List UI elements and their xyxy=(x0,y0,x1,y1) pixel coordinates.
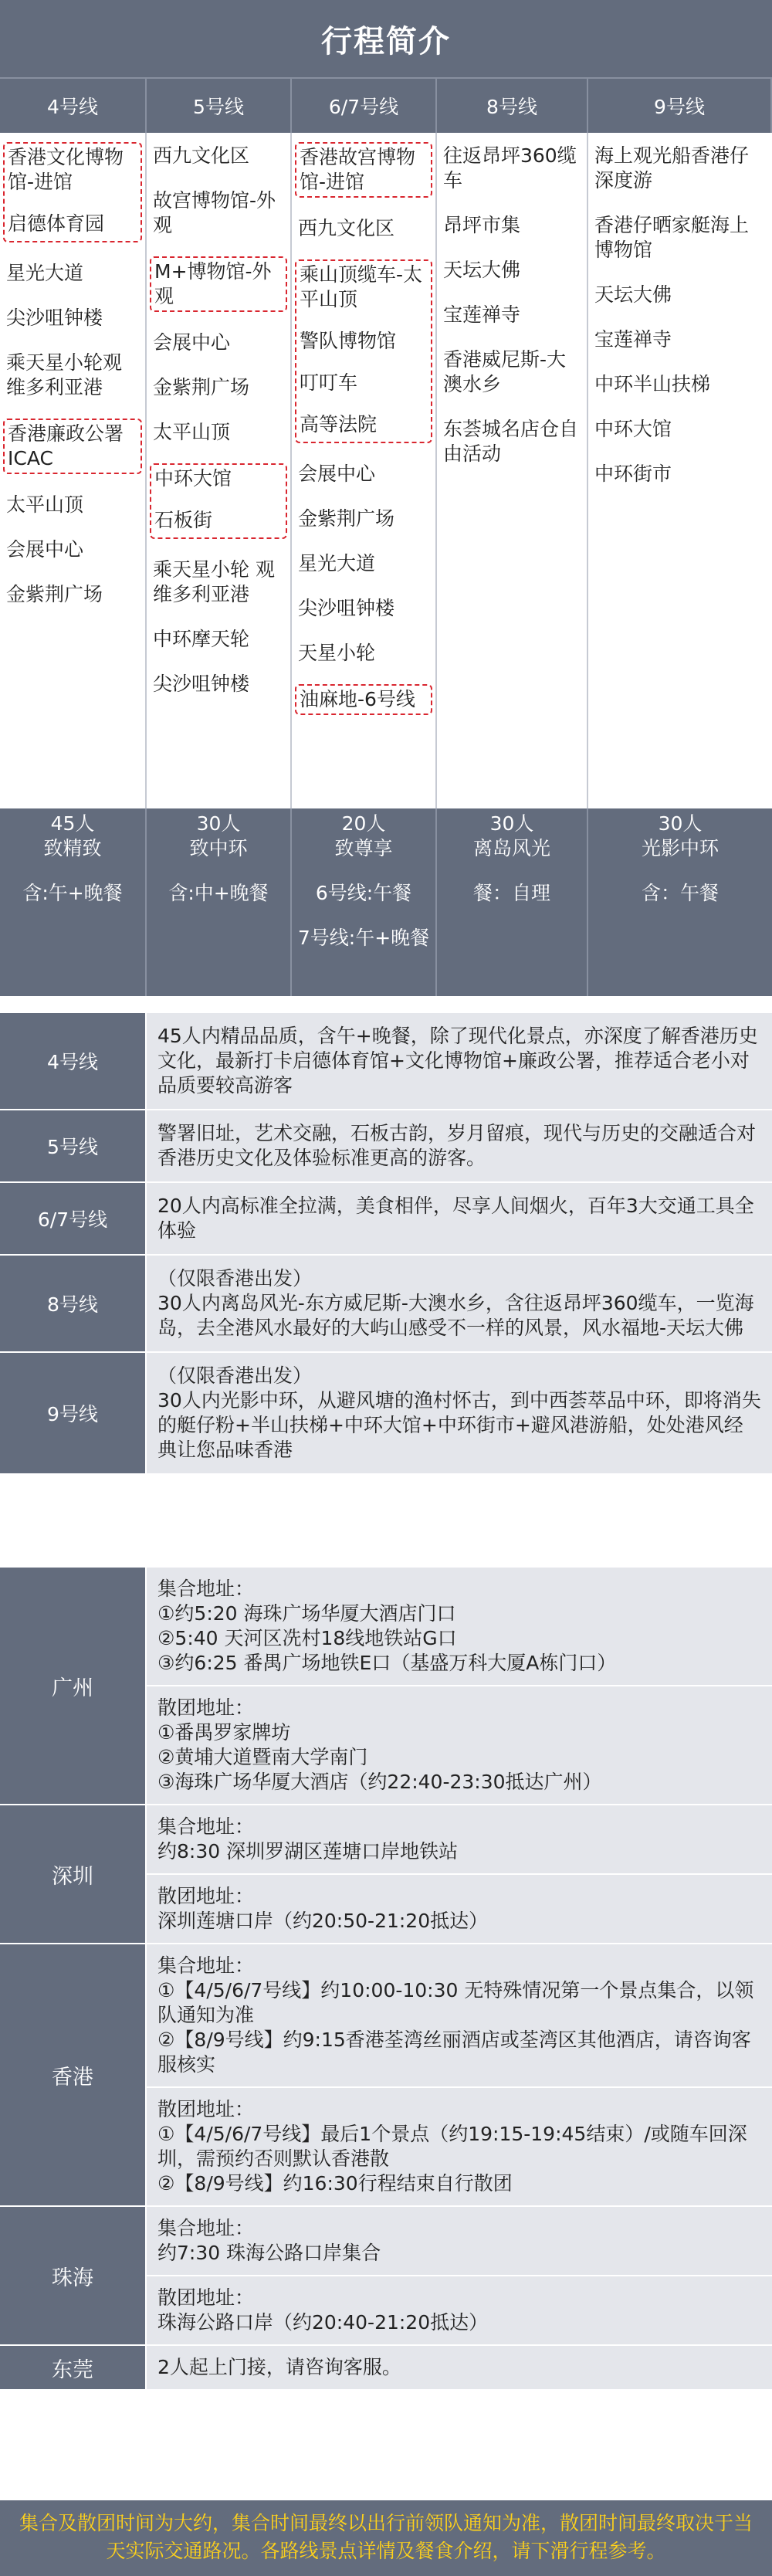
route-stop: 香港廉政公署ICAC xyxy=(3,419,142,474)
route-stop: 天坛大佛 xyxy=(594,283,672,306)
route-tier: 致尊享 xyxy=(334,837,393,859)
route-stops-column xyxy=(437,133,588,808)
route-stop: 香港故宫博物馆-进馆 xyxy=(295,142,432,198)
description-text: 警署旧址，艺术交融，石板古韵，岁月留痕，现代与历史的交融适合对香港历史文化及体验标准更高的游客。 xyxy=(147,1110,772,1181)
meeting-details xyxy=(147,2207,772,2344)
route-header: 8号线 xyxy=(437,77,588,133)
description-text: （仅限香港出发） 30人内离岛风光-东方威尼斯-大澳水乡，含往返昂坪360缆车，一览海岛，去全港风水最好的大屿山感受不一样的风景，风水福地-天坛大佛 xyxy=(147,1256,772,1351)
route-stop: 乘天星小轮 观维多利亚港 xyxy=(153,558,275,605)
route-stop: 乘山顶缆车-太平山顶 xyxy=(300,263,423,310)
route-header: 9号线 xyxy=(588,77,772,133)
route-stop: 叮叮车 xyxy=(300,371,358,394)
meeting-row xyxy=(0,2346,772,2391)
route-group-size: 30人 xyxy=(196,812,241,835)
route-stop: 会展中心 xyxy=(6,538,84,561)
meeting-city: 珠海 xyxy=(0,2207,147,2344)
description-row xyxy=(0,1256,772,1353)
description-row xyxy=(0,1353,772,1475)
route-stop: 香港威尼斯-大澳水乡 xyxy=(443,348,567,395)
route-summary xyxy=(0,808,147,996)
route-group-size: 20人 xyxy=(341,812,386,835)
meeting-address-block: 散团地址： 珠海公路口岸（约20:40-21:20抵达） xyxy=(147,2276,772,2344)
route-stop: 海上观光船香港仔深度游 xyxy=(594,144,750,192)
route-stop: 中环大馆 xyxy=(594,418,672,440)
route-stop: 中环街市 xyxy=(594,463,672,485)
meeting-address-block: 散团地址： ①【4/5/6/7号线】最后1个景点（约19:15-19:45结束）/或随车回深圳，需预约否则默认香港散 ②【8/9号线】约16:30行程结束自行散团 xyxy=(147,2088,772,2205)
route-stop: 尖沙咀钟楼 xyxy=(6,307,103,329)
meeting-city: 广州 xyxy=(0,1568,147,1804)
description-row xyxy=(0,1110,772,1183)
meeting-city: 东莞 xyxy=(0,2346,147,2389)
route-summary xyxy=(437,808,588,996)
meeting-city: 深圳 xyxy=(0,1805,147,1943)
route-stop: 天星小轮 xyxy=(298,642,376,664)
route-stop: 会展中心 xyxy=(153,331,231,354)
route-stop: 昂坪市集 xyxy=(443,214,521,236)
route-stop: 警队博物馆 xyxy=(300,330,397,352)
route-group-size: 45人 xyxy=(50,812,95,835)
route-meals: 含:午+晚餐 xyxy=(22,882,123,904)
route-stops-column xyxy=(292,133,437,808)
meeting-city: 香港 xyxy=(0,1944,147,2205)
route-tier: 致中环 xyxy=(189,837,248,859)
route-stop: 尖沙咀钟楼 xyxy=(153,673,250,695)
footer-note: 集合及散团时间为大约，集合时间最终以出行前领队通知为准，散团时间最终取决于当天实际交通路况。各路线景点详情及餐食介绍，请下滑行程参考。 xyxy=(0,2500,772,2576)
highlight-group xyxy=(3,142,142,242)
route-stop: 油麻地-6号线 xyxy=(295,684,432,715)
meeting-details xyxy=(147,1805,772,1943)
page-title: 行程简介 xyxy=(0,0,772,77)
route-stop: 启德体育园 xyxy=(8,212,105,235)
route-stop: 高等法院 xyxy=(300,413,378,436)
highlight-group xyxy=(295,259,432,443)
meeting-row xyxy=(0,1568,772,1805)
route-stop: 西九文化区 xyxy=(298,217,395,239)
description-text: （仅限香港出发） 30人内光影中环，从避风塘的渔村怀古，到中西荟萃品中环，即将消失的艇仔粉+半山扶梯+中环大馆+中环街市+避风港游船，处处港风经典让您品味香港 xyxy=(147,1353,772,1473)
meeting-point-table xyxy=(0,1568,772,2391)
route-stop: 西九文化区 xyxy=(153,144,250,167)
route-stops-column xyxy=(147,133,292,808)
route-tier: 离岛风光 xyxy=(472,837,550,859)
description-line-label: 6/7号线 xyxy=(0,1183,147,1254)
description-line-label: 9号线 xyxy=(0,1353,147,1473)
meeting-address-block: 集合地址： ①约5:20 海珠广场华厦大酒店门口 ②5:40 天河区冼村18线地铁站G口 ③约6:25 番禺广场地铁E口（基盛万科大厦A栋门口） xyxy=(147,1568,772,1686)
route-meals: 6号线:午餐 xyxy=(315,882,412,904)
route-group-size: 30人 xyxy=(489,812,534,835)
route-stop: 香港仔晒家艇海上博物馆 xyxy=(594,214,750,261)
description-row xyxy=(0,1183,772,1256)
meeting-address-block: 集合地址： 约7:30 珠海公路口岸集合 xyxy=(147,2207,772,2276)
route-stop: 故宫博物馆-外观 xyxy=(153,189,276,236)
route-stop: 星光大道 xyxy=(6,262,84,284)
meeting-address-block: 集合地址： 约8:30 深圳罗湖区莲塘口岸地铁站 xyxy=(147,1805,772,1875)
route-stop: 太平山顶 xyxy=(153,421,231,443)
route-summary xyxy=(292,808,437,996)
highlight-group xyxy=(150,463,287,539)
meeting-details xyxy=(147,1944,772,2205)
route-meals: 餐：自理 xyxy=(472,882,550,904)
route-stop: 中环大馆 xyxy=(154,467,232,490)
route-stop: 尖沙咀钟楼 xyxy=(298,597,395,619)
route-stop: 金紫荆广场 xyxy=(298,507,395,530)
route-meals: 含：午餐 xyxy=(641,882,719,904)
route-stop: 香港文化博物馆-进馆 xyxy=(8,146,124,193)
route-stops-column xyxy=(0,133,147,808)
meeting-address-block: 散团地址： ①番禺罗家牌坊 ②黄埔大道暨南大学南门 ③海珠广场华厦大酒店（约22:40-23:30抵达广州） xyxy=(147,1686,772,1804)
route-meals: 含:中+晚餐 xyxy=(168,882,269,904)
meeting-address-block: 散团地址： 深圳莲塘口岸（约20:50-21:20抵达） xyxy=(147,1875,772,1943)
route-stop: 金紫荆广场 xyxy=(6,583,103,605)
route-description-table xyxy=(0,1013,772,1475)
route-stop: 星光大道 xyxy=(298,552,376,575)
route-header: 4号线 xyxy=(0,77,147,133)
meeting-row xyxy=(0,1944,772,2207)
route-stop: 宝莲禅寺 xyxy=(443,303,521,326)
meeting-details xyxy=(147,1568,772,1804)
route-overview-table xyxy=(0,77,772,996)
route-stop: 天坛大佛 xyxy=(443,259,521,281)
route-stop: 太平山顶 xyxy=(6,493,84,516)
description-text: 45人内精品品质，含午+晚餐，除了现代化景点，亦深度了解香港历史文化，最新打卡启德体育馆+文化博物馆+廉政公署，推荐适合老小对品质要较高游客 xyxy=(147,1013,772,1109)
route-summary xyxy=(147,808,292,996)
meeting-row xyxy=(0,2207,772,2346)
route-meals: 7号线:午+晚餐 xyxy=(297,927,430,949)
description-row xyxy=(0,1013,772,1110)
route-header: 5号线 xyxy=(147,77,292,133)
route-stop: 金紫荆广场 xyxy=(153,376,250,398)
route-stop: 石板街 xyxy=(154,509,213,531)
description-line-label: 8号线 xyxy=(0,1256,147,1351)
route-stop: 中环半山扶梯 xyxy=(594,373,711,395)
route-stop: M+博物馆-外观 xyxy=(150,256,287,312)
route-header: 6/7号线 xyxy=(292,77,437,133)
route-stop: 东荟城名店仓自由活动 xyxy=(443,418,579,465)
meeting-row xyxy=(0,1805,772,1944)
route-tier: 致精致 xyxy=(43,837,102,859)
description-line-label: 4号线 xyxy=(0,1013,147,1109)
route-stop: 宝莲禅寺 xyxy=(594,328,672,351)
description-line-label: 5号线 xyxy=(0,1110,147,1181)
route-stop: 乘天星小轮观维多利亚港 xyxy=(6,351,123,398)
route-stops-column xyxy=(588,133,772,808)
description-text: 20人内高标准全拉满，美食相伴，尽享人间烟火，百年3大交通工具全体验 xyxy=(147,1183,772,1254)
meeting-address-block: 2人起上门接，请咨询客服。 xyxy=(147,2346,772,2389)
meeting-address-block: 集合地址： ①【4/5/6/7号线】约10:00-10:30 无特殊情况第一个景点集合，以领队通知为准 ②【8/9号线】约9:15香港荃湾丝丽酒店或荃湾区其他酒店，请咨询客服核实 xyxy=(147,1944,772,2088)
route-tier: 光影中环 xyxy=(641,837,719,859)
route-group-size: 30人 xyxy=(658,812,703,835)
route-stop: 会展中心 xyxy=(298,463,376,485)
route-stop: 中环摩天轮 xyxy=(153,628,250,650)
route-summary xyxy=(588,808,772,996)
meeting-details xyxy=(147,2346,772,2389)
route-stop: 往返昂坪360缆车 xyxy=(443,144,577,192)
